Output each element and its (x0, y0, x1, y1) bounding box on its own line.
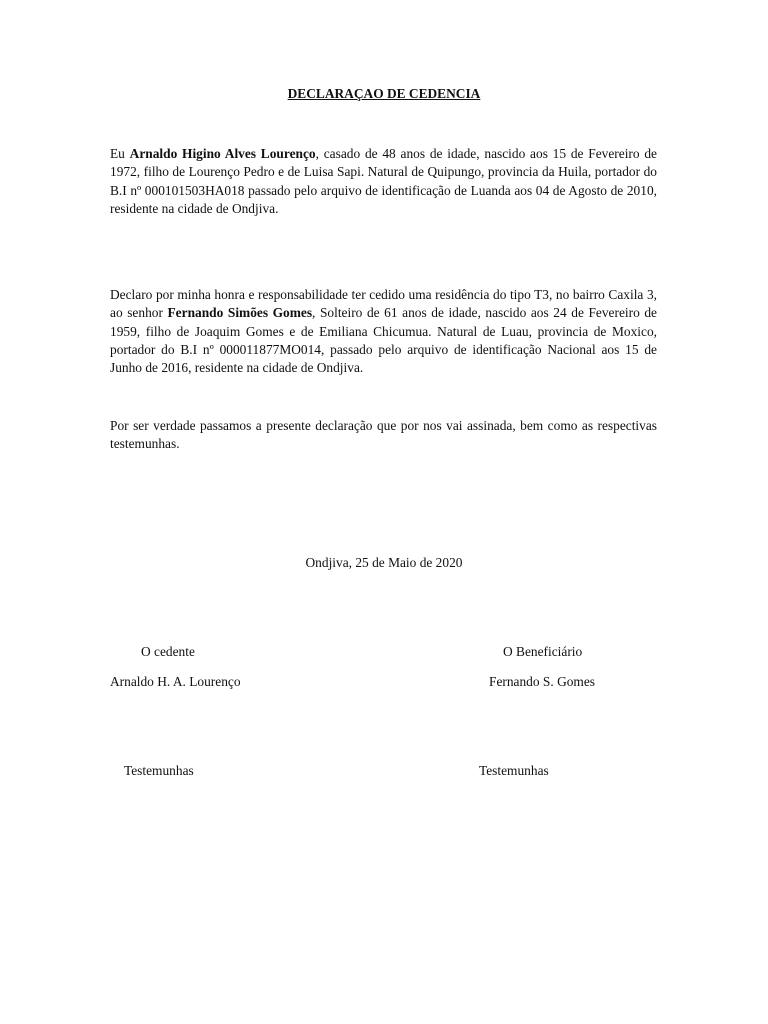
beneficiario-label: O Beneficiário (503, 644, 583, 659)
place-and-date: Ondjiva, 25 de Maio de 2020 (305, 555, 463, 570)
paragraph-prefix: Declaro por minha honra e responsabilidade ter cedido uma residência do tipo T3, no bairro Caxila 3, ao senhor (110, 287, 657, 321)
document-title: DECLARAÇAO DE CEDENCIA (287, 86, 481, 101)
declaration-paragraph (110, 286, 657, 377)
beneficiary-name: Fernando Simões Gomes (167, 305, 313, 321)
paragraph-body: , Solteiro de 61 anos de idade, nascido aos 24 de Fevereiro de 1959, filho de Joaquim Gomes e de Emiliana Chicumua. Natural de Luau, provincia de Moxico, portador do B.I nº 000011877MO014, passado pelo arquivo de identificação Nacional aos 15 de Junho de 2016, residente na cidade de Ondjiva. (110, 305, 657, 376)
beneficiario-signature-name: Fernando S. Gomes (489, 674, 596, 689)
witnesses-left-label: Testemunhas (124, 763, 194, 778)
paragraph-prefix: Eu (110, 146, 130, 161)
closing-paragraph: Por ser verdade passamos a presente declaração que por nos vai assinada, bem como as respectivas testemunhas. (110, 418, 657, 452)
cedente-signature-name: Arnaldo H. A. Lourenço (110, 674, 241, 689)
declarant-name: Arnaldo Higino Alves Lourenço (129, 146, 316, 161)
paragraph-body: , casado de 48 anos de idade, nascido aos 15 de Fevereiro de 1972, filho de Lourenço Pedro e de Luisa Sapi. Natural de Quipungo, provincia da Huila, portador do B.I nº 000101503HA018 passado pelo arquivo de identificação de Luanda aos 04 de Agosto de 2010, residente na cidade de Ondjiva. (110, 146, 657, 216)
declarant-paragraph (110, 145, 657, 218)
cedente-label: O cedente (141, 644, 195, 659)
witnesses-right-label: Testemunhas (479, 763, 549, 778)
